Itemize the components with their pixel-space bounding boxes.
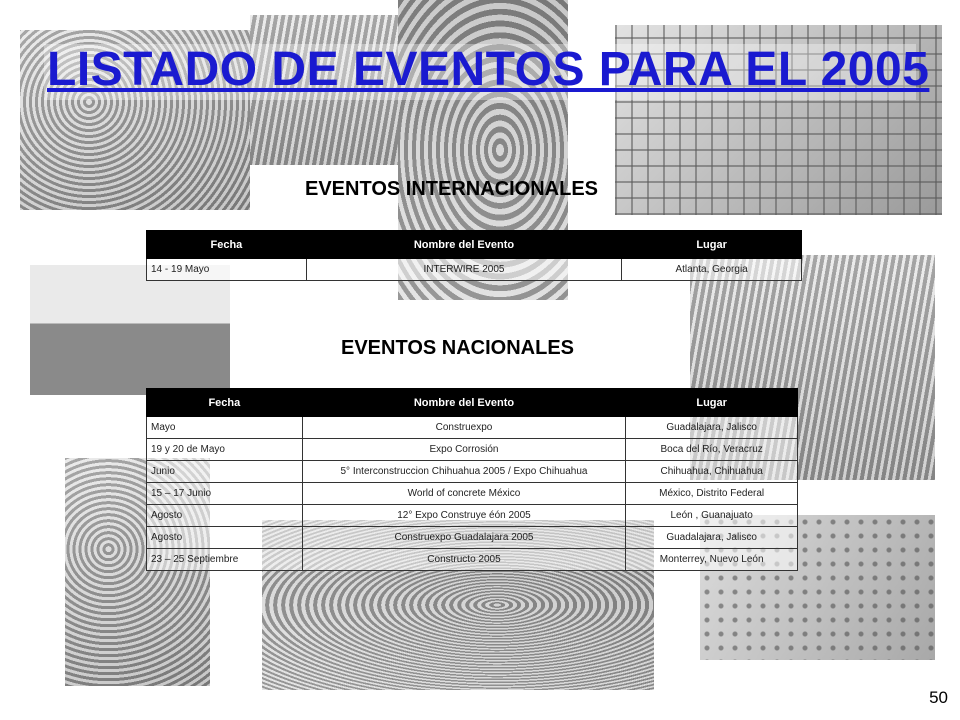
table-row — [147, 505, 798, 527]
cell-lugar: Chihuahua, Chihuahua — [626, 461, 798, 483]
cell-lugar: Guadalajara, Jalisco — [626, 417, 798, 439]
cell-fecha: Junio — [147, 461, 303, 483]
cell-evento: Expo Corrosión — [302, 439, 626, 461]
cell-lugar: Monterrey, Nuevo León — [626, 549, 798, 571]
cell-evento: 5° Interconstruccion Chihuahua 2005 / Expo Chihuahua — [302, 461, 626, 483]
cell-lugar: Guadalajara, Jalisco — [626, 527, 798, 549]
cell-lugar: Boca del Río, Veracruz — [626, 439, 798, 461]
national-heading: EVENTOS NACIONALES — [341, 337, 574, 359]
national-events-table — [146, 388, 798, 571]
table-row — [147, 549, 798, 571]
cell-fecha: Mayo — [147, 417, 303, 439]
table-row — [147, 439, 798, 461]
page-title: LISTADO DE EVENTOS PARA EL 2005 — [47, 43, 930, 96]
table-row — [147, 259, 802, 281]
table-row — [147, 461, 798, 483]
cell-fecha: 15 – 17 Junio — [147, 483, 303, 505]
cell-lugar: León , Guanajuato — [626, 505, 798, 527]
header-fecha: Fecha — [147, 389, 303, 417]
photo-factory-left — [30, 265, 230, 395]
header-nombre-evento: Nombre del Evento — [302, 389, 626, 417]
international-events-table — [146, 230, 802, 281]
cell-evento: Constructo 2005 — [302, 549, 626, 571]
cell-fecha: 14 - 19 Mayo — [147, 259, 307, 281]
cell-fecha: 19 y 20 de Mayo — [147, 439, 303, 461]
cell-lugar: México, Distrito Federal — [626, 483, 798, 505]
header-lugar: Lugar — [626, 389, 798, 417]
cell-fecha: 23 – 25 Septiembre — [147, 549, 303, 571]
international-heading: EVENTOS INTERNACIONALES — [305, 178, 598, 200]
cell-evento: Construexpo — [302, 417, 626, 439]
table-row — [147, 417, 798, 439]
header-fecha: Fecha — [147, 231, 307, 259]
table-row — [147, 483, 798, 505]
cell-fecha: Agosto — [147, 505, 303, 527]
header-lugar: Lugar — [622, 231, 802, 259]
page-number: 50 — [929, 688, 948, 707]
table-header-row — [147, 389, 798, 417]
cell-evento: 12° Expo Construye éón 2005 — [302, 505, 626, 527]
cell-evento: INTERWIRE 2005 — [306, 259, 621, 281]
table-header-row — [147, 231, 802, 259]
cell-fecha: Agosto — [147, 527, 303, 549]
table-row — [147, 527, 798, 549]
cell-evento: World of concrete México — [302, 483, 626, 505]
cell-evento: Construexpo Guadalajara 2005 — [302, 527, 626, 549]
cell-lugar: Atlanta, Georgia — [622, 259, 802, 281]
header-nombre-evento: Nombre del Evento — [306, 231, 621, 259]
